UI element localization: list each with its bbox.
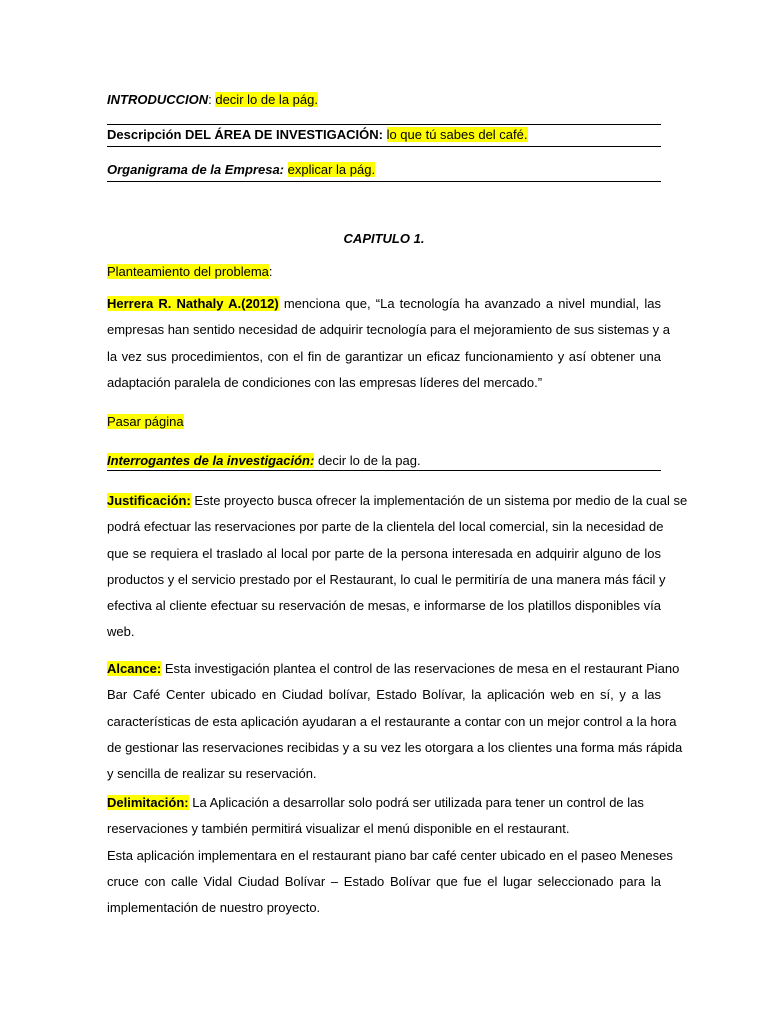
divider-line	[107, 124, 661, 125]
delimitation-line: La Aplicación a desarrollar solo podrá ser utilizada para tener un control de las	[188, 795, 644, 810]
scope-line: Bar Café Center ubicado en Ciudad bolívar, Estado Bolívar, la aplicación web en sí, y a las	[107, 687, 661, 703]
delimitation-paragraph	[107, 790, 673, 921]
intro-line	[107, 92, 661, 108]
scope-paragraph	[107, 656, 683, 787]
scope-line: Esta investigación plantea el control de las reservaciones de mesa en el restaurant Piano	[161, 661, 680, 676]
problem-heading-line	[107, 264, 661, 280]
justification-label: Justificación:	[107, 493, 191, 508]
area-note: lo que tú sabes del café.	[386, 127, 528, 142]
quote-author: Herrera R. Nathaly A.(2012)	[107, 296, 279, 311]
delimitation-line: Esta aplicación implementara en el restaurant piano bar café center ubicado en el paseo Meneses	[107, 847, 673, 863]
org-label: Organigrama de la Empresa:	[107, 162, 285, 177]
scope-line: características de esta aplicación ayudaran a el restaurante a contar con un mejor control a la hora	[107, 713, 677, 729]
area-label: Descripción DEL ÁREA DE INVESTIGACIÓN:	[107, 127, 383, 142]
questions-note: decir lo de la pag.	[314, 453, 421, 468]
intro-label: INTRODUCCION	[107, 92, 209, 107]
justification-paragraph	[107, 488, 688, 646]
justification-line: efectiva al cliente efectuar su reservación de mesas, e informarse de los platillos disponibles vía	[107, 598, 661, 614]
pass-page-note: Pasar página	[107, 414, 184, 429]
area-line	[107, 127, 661, 143]
quote-paragraph	[107, 291, 670, 396]
delimitation-label: Delimitación:	[107, 795, 189, 810]
org-note: explicar la pág.	[287, 162, 376, 177]
divider-line	[107, 146, 661, 147]
scope-line: de gestionar las reservaciones recibidas y a su vez les otorgara a los clientes una forma más rápida	[107, 739, 683, 755]
justification-line: que se requiera el traslado al local por parte de la persona interesada en adquirir alguno de los	[107, 545, 661, 561]
justification-line: web.	[107, 624, 135, 640]
divider-line	[107, 181, 661, 182]
quote-line: adaptación paralela de condiciones con las empresas líderes del mercado.”	[107, 374, 543, 390]
quote-line: empresas han sentido necesidad de adquirir tecnología para el mejoramiento de sus sistemas y a	[107, 322, 670, 338]
delimitation-line: implementación de nuestro proyecto.	[107, 900, 321, 916]
pass-page-line	[107, 414, 661, 430]
intro-colon: :	[208, 92, 216, 107]
quote-line: menciona que, “La tecnología ha avanzado a nivel mundial, las	[278, 296, 661, 311]
org-line	[107, 162, 661, 178]
justification-line: Este proyecto busca ofrecer la implementación de un sistema por medio de la cual se	[190, 493, 688, 508]
scope-label: Alcance:	[107, 661, 162, 676]
justification-line: podrá efectuar las reservaciones por parte de la clientela del local comercial, sin la necesidad de	[107, 519, 664, 535]
scope-line: y sencilla de realizar su reservación.	[107, 766, 317, 782]
justification-line: productos y el servicio prestado por el Restaurant, lo cual le permitiría de una manera más fácil y	[107, 571, 666, 587]
questions-label: Interrogantes de la investigación:	[107, 453, 315, 468]
delimitation-line: cruce con calle Vidal Ciudad Bolívar – Estado Bolívar que fue el lugar seleccionado para la	[107, 873, 661, 889]
quote-line: la vez sus procedimientos, con el fin de garantizar un eficaz funcionamiento y así obtener una	[107, 348, 661, 364]
questions-line	[107, 453, 661, 469]
divider-line	[107, 470, 661, 471]
chapter-title: CAPITULO 1.	[343, 231, 425, 246]
problem-heading: Planteamiento del problema	[107, 264, 269, 279]
intro-note: decir lo de la pág.	[215, 92, 318, 107]
delimitation-line: reservaciones y también permitirá visualizar el menú disponible en el restaurant.	[107, 821, 570, 837]
problem-colon: :	[268, 264, 273, 279]
